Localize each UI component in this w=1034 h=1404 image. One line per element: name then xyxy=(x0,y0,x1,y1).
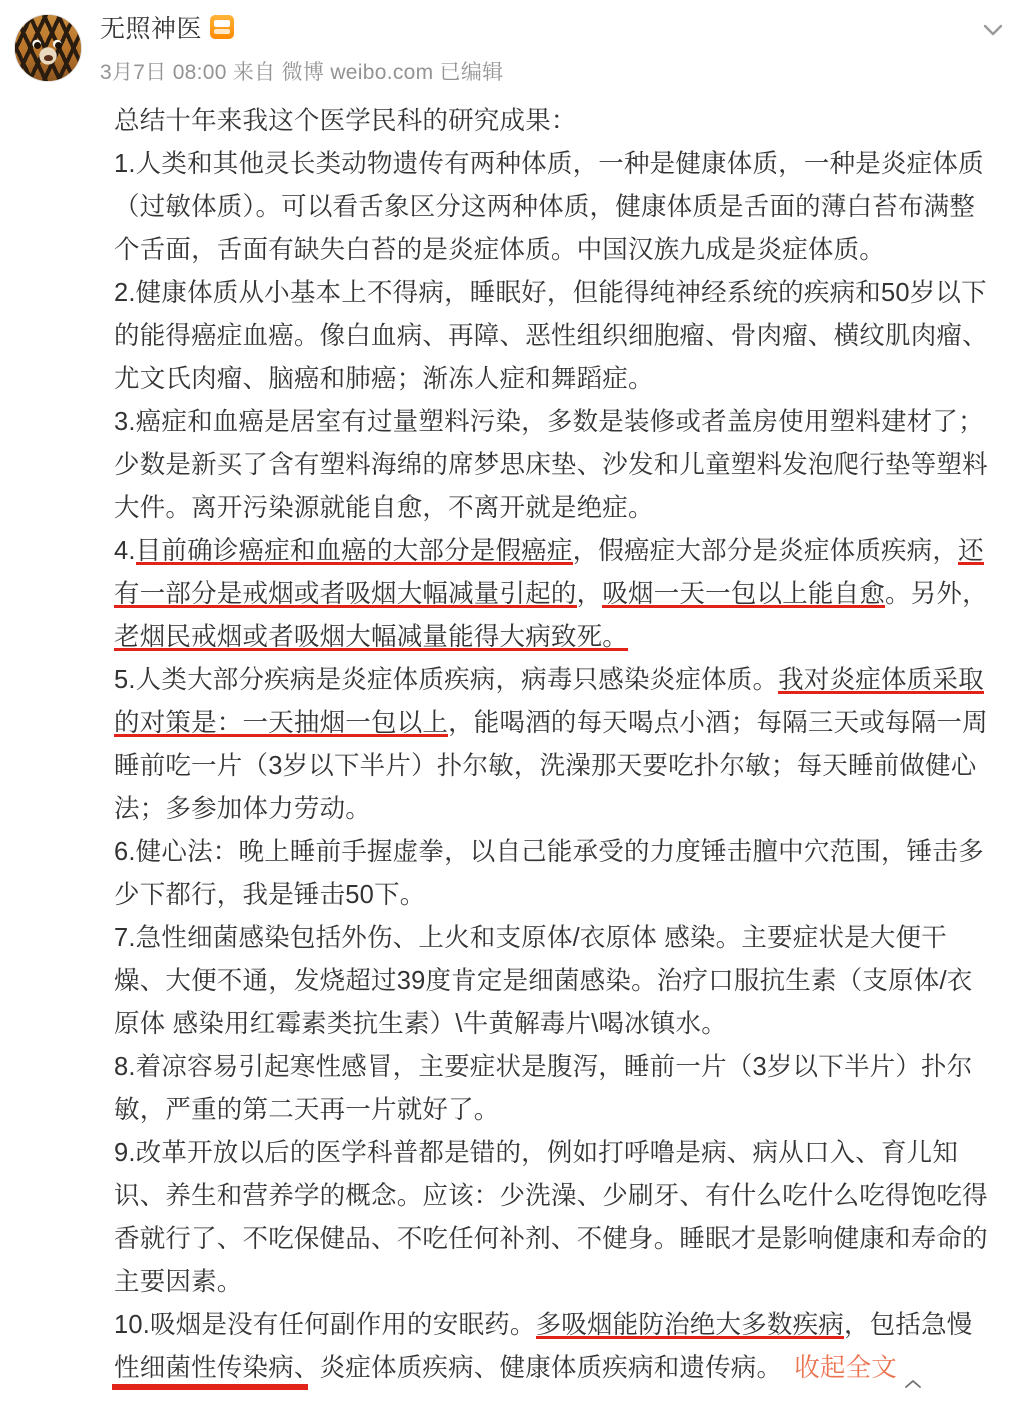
post-content xyxy=(14,100,1016,1390)
post-paragraph-4 xyxy=(114,530,998,659)
text-segment: ，假癌症大部分是炎症体质疾病， xyxy=(572,537,959,565)
text-segment: 10.吸烟是没有任何副作用的安眠药。 xyxy=(114,1311,536,1339)
avatar[interactable] xyxy=(14,14,82,82)
vip-badge-icon xyxy=(210,15,234,39)
post-meta: 3月7日 08:00 来自 微博 weibo.com 已编辑 xyxy=(100,61,504,84)
text-segment: 4. xyxy=(114,537,136,565)
collapse-full-text-button[interactable] xyxy=(794,1347,923,1390)
avatar-image xyxy=(15,15,81,81)
post-paragraph: 1.人类和其他灵长类动物遗传有两种体质，一种是健康体质，一种是炎症体质（过敏体质）。可以看舌象区分这两种体质，健康体质是舌面的薄白苔布满整个舌面，舌面有缺失白苔的是炎症体质。中国汉族九成是炎症体质。 xyxy=(114,150,984,264)
post-paragraph: 8.着凉容易引起寒性感冒，主要症状是腹泻，睡前一片（3岁以下半片）扑尔敏，严重的第二天再一片就好了。 xyxy=(114,1053,973,1124)
underline-stroke xyxy=(112,1384,308,1390)
text-segment: ， xyxy=(576,580,603,608)
highlighted-text: 吸烟一天一包以上能自愈 xyxy=(602,580,886,608)
post-paragraph-5 xyxy=(114,659,998,831)
highlighted-text: 老烟民戒烟或者吸烟大幅减量能得大病致死。 xyxy=(114,623,629,651)
text-segment: 5.人类大部分疾病是炎症体质疾病，病毒只感染炎症体质。 xyxy=(114,666,779,694)
author-name[interactable]: 无照神医 xyxy=(100,15,203,43)
post-paragraph: 3.癌症和血癌是居室有过量塑料污染，多数是装修或者盖房使用塑料建材了；少数是新买了含有塑料海绵的席梦思床垫、沙发和儿童塑料发泡爬行垫等塑料大件。离开污染源就能自愈，不离开就是绝症。 xyxy=(114,408,988,522)
post-header-text xyxy=(100,10,1016,86)
chevron-up-icon[interactable] xyxy=(980,16,1006,42)
highlighted-text: 我对炎症体质采取的对策是：一天抽烟一包以上 xyxy=(114,666,984,737)
post-paragraph: 2.健康体质从小基本上不得病，睡眠好，但能得纯神经系统的疾病和50岁以下的能得癌症血癌。像白血病、再障、恶性组织细胞瘤、骨肉瘤、横纹肌肉瘤、尤文氏肉瘤、脑癌和肺癌；渐冻人症和舞蹈症。 xyxy=(114,279,988,393)
post-paragraph: 总结十年来我这个医学民科的研究成果： xyxy=(114,107,577,135)
highlighted-text: 还有一部分是戒烟或者吸烟大幅减量引起的 xyxy=(114,537,984,608)
post-paragraph: 6.健心法：晚上睡前手握虚拳，以自己能承受的力度锤击膻中穴范围，锤击多少下都行，我是锤击50下。 xyxy=(114,838,984,909)
text-segment: ，能喝酒的每天喝点小酒；每隔三天或每隔一周睡前吃一片（3岁以下半片）扑尔敏，洗澡那天要吃扑尔敏；每天睡前做健心法；多参加体力劳动。 xyxy=(114,709,988,823)
post-paragraph: 7.急性细菌感染包括外伤、上火和支原体/衣原体 感染。主要症状是大便干燥、大便不通，发烧超过39度肯定是细菌感染。治疗口服抗生素（支原体/衣原体 感染用红霉素类抗生素）\牛黄解毒片\喝冰镇水。 xyxy=(114,924,973,1038)
avatar-detail xyxy=(55,42,62,49)
text-segment: 。另外， xyxy=(885,580,988,608)
avatar-detail xyxy=(44,55,53,61)
avatar-detail xyxy=(34,42,41,49)
text-segment: ，包括急慢性细菌性传染病、炎症体质疾病、健康体质疾病和遗传病。 xyxy=(114,1311,973,1382)
author-row xyxy=(100,10,1016,44)
post-paragraph-10 xyxy=(114,1304,998,1390)
chevron-up-icon xyxy=(903,1361,923,1373)
highlighted-text: 多吸烟能防治绝大多数疾病 xyxy=(535,1311,844,1339)
highlighted-text: 目前确诊癌症和血癌的大部分是假癌症 xyxy=(135,537,573,565)
collapse-full-text-label: 收起全文 xyxy=(794,1354,898,1382)
post-paragraph: 9.改革开放以后的医学科普都是错的，例如打呼噜是病、病从口入、育儿知识、养生和营养学的概念。应该：少洗澡、少刷牙、有什么吃什么吃得饱吃得香就行了、不吃保健品、不吃任何补剂、不健身。睡眠才是影响健康和寿命的主要因素。 xyxy=(114,1139,988,1296)
post-header xyxy=(14,10,1016,86)
